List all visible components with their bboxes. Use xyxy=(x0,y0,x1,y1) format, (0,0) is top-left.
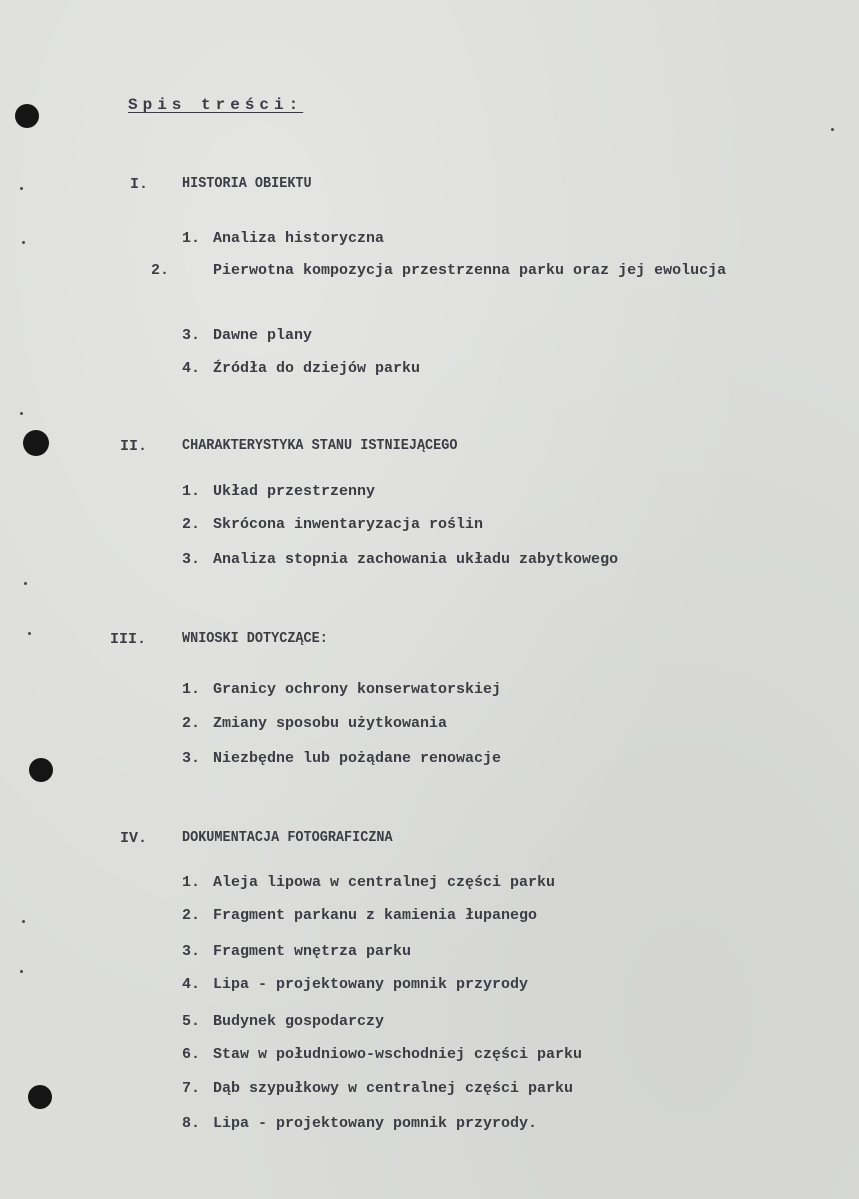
item-number: 2. xyxy=(182,715,201,732)
speck xyxy=(22,920,25,923)
item-text: Granicy ochrony konserwatorskiej xyxy=(213,681,502,698)
item-number: 1. xyxy=(182,230,201,247)
item-text: Fragment wnętrza parku xyxy=(213,943,412,960)
speck xyxy=(20,412,23,415)
item-text: Skrócona inwentaryzacja roślin xyxy=(213,516,484,533)
list-item xyxy=(182,938,742,966)
item-number: 4. xyxy=(182,976,201,993)
list-item xyxy=(182,355,742,383)
list-item xyxy=(182,1110,742,1138)
item-number: 1. xyxy=(182,681,201,698)
item-number: 4. xyxy=(182,360,201,377)
list-item xyxy=(182,902,742,930)
item-text: Dąb szypułkowy w centralnej części parku xyxy=(213,1080,574,1097)
list-item xyxy=(182,869,742,897)
item-number: 2. xyxy=(182,907,201,924)
page-title: Spis treści: xyxy=(128,96,304,114)
punch-hole xyxy=(23,430,49,456)
item-text: Lipa - projektowany pomnik przyrody. xyxy=(213,1115,538,1132)
list-item xyxy=(182,225,742,253)
item-text: Budynek gospodarczy xyxy=(213,1013,385,1030)
item-text: Niezbędne lub pożądane renowacje xyxy=(213,750,502,767)
list-item xyxy=(182,745,742,773)
list-item xyxy=(182,676,742,704)
punch-hole xyxy=(28,1085,52,1109)
list-item xyxy=(182,322,742,350)
speck xyxy=(20,187,23,190)
item-text: Staw w południowo-wschodniej części parku xyxy=(213,1046,583,1063)
item-number: 3. xyxy=(182,327,201,344)
item-number: 6. xyxy=(182,1046,201,1063)
item-text: Lipa - projektowany pomnik przyrody xyxy=(213,976,529,993)
item-text: Źródła do dziejów parku xyxy=(213,360,421,377)
section-title: WNIOSKI DOTYCZĄCE: xyxy=(182,631,328,648)
item-text: Aleja lipowa w centralnej części parku xyxy=(213,874,556,891)
item-number: 1. xyxy=(182,874,201,891)
punch-hole xyxy=(15,104,39,128)
item-text: Analiza historyczna xyxy=(213,230,385,247)
item-number: 7. xyxy=(182,1080,201,1097)
item-number: 3. xyxy=(182,750,201,767)
section-title: CHARAKTERYSTYKA STANU ISTNIEJĄCEGO xyxy=(182,438,458,455)
list-item xyxy=(151,257,753,285)
section-number: IV. xyxy=(120,830,148,847)
item-text: Analiza stopnia zachowania układu zabytkowego xyxy=(213,551,619,568)
speck xyxy=(24,582,27,585)
list-item xyxy=(182,511,742,539)
section-title: DOKUMENTACJA FOTOGRAFICZNA xyxy=(182,830,393,847)
item-text: Zmiany sposobu użytkowania xyxy=(213,715,448,732)
item-number: 3. xyxy=(182,943,201,960)
item-text: Fragment parkanu z kamienia łupanego xyxy=(213,907,538,924)
section-number: II. xyxy=(120,438,148,455)
list-item xyxy=(182,1041,742,1069)
list-item xyxy=(182,1075,742,1103)
item-number: 5. xyxy=(182,1013,201,1030)
list-item xyxy=(182,546,742,574)
punch-hole xyxy=(29,758,53,782)
list-item xyxy=(182,1008,742,1036)
speck xyxy=(831,128,834,131)
list-item xyxy=(182,478,742,506)
item-text: Układ przestrzenny xyxy=(213,483,376,500)
item-number: 2. xyxy=(182,516,201,533)
item-number: 2. xyxy=(151,262,170,279)
section-title: HISTORIA OBIEKTU xyxy=(182,176,312,193)
speck xyxy=(20,970,23,973)
list-item xyxy=(182,710,742,738)
section-number: III. xyxy=(110,631,147,648)
item-number: 3. xyxy=(182,551,201,568)
item-text: Dawne plany xyxy=(213,327,313,344)
item-number: 1. xyxy=(182,483,201,500)
speck xyxy=(28,632,31,635)
speck xyxy=(22,241,25,244)
section-number: I. xyxy=(130,176,149,193)
item-text: Pierwotna kompozycja przestrzenna parku oraz jej ewolucja xyxy=(213,262,727,279)
list-item xyxy=(182,971,742,999)
item-number: 8. xyxy=(182,1115,201,1132)
